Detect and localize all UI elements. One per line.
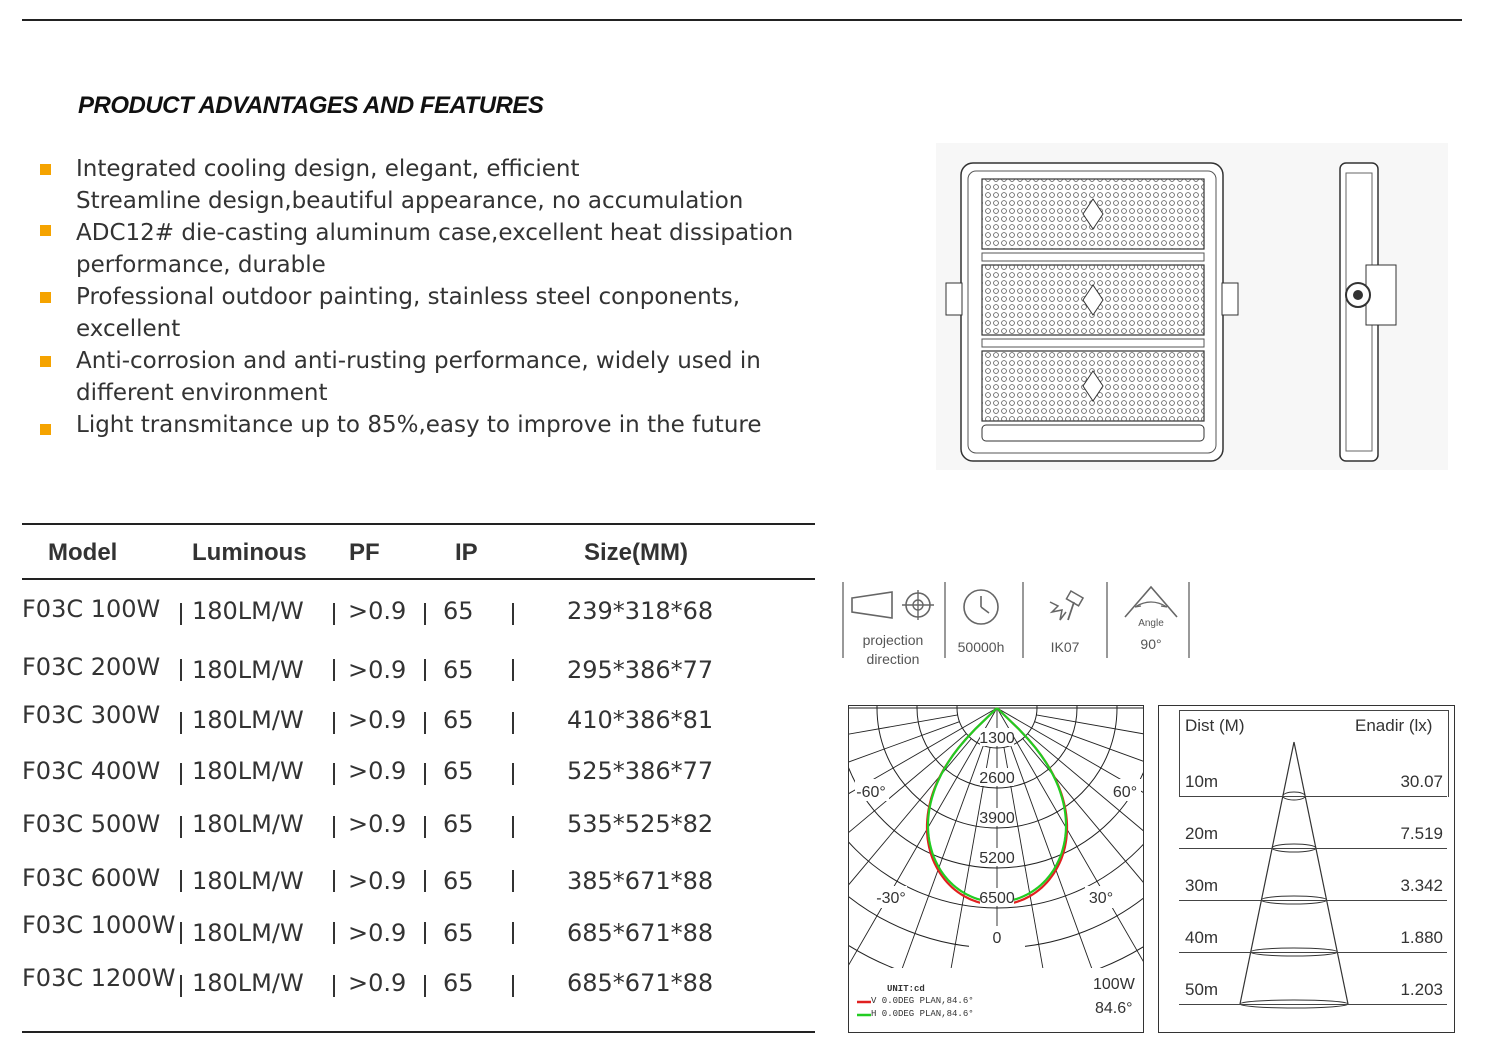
cell-model: F03C 500W — [22, 810, 161, 838]
led-module — [982, 265, 1204, 335]
column-separator — [512, 975, 514, 997]
distance-value: 40m — [1185, 928, 1219, 947]
cell-luminous: 180LM/W — [192, 597, 304, 625]
led-module — [982, 179, 1204, 249]
column-separator — [180, 870, 182, 892]
feature-item: Anti-corrosion and anti-rusting performance, widely used in different environment — [76, 348, 761, 406]
col-header-ip: IP — [455, 539, 478, 566]
power-label: 100W — [1093, 976, 1135, 993]
col-header-model: Model — [48, 539, 118, 566]
column-separator — [424, 922, 426, 944]
legend-v: V 0.0DEG PLAN,84.6° — [871, 996, 974, 1006]
column-separator — [333, 712, 335, 734]
polar-spoke — [1023, 739, 1144, 969]
floodlight-front-side-view — [936, 143, 1448, 470]
cell-model: F03C 1200W — [22, 964, 176, 992]
table-bottom-rule — [22, 1031, 815, 1033]
cell-luminous: 180LM/W — [192, 706, 304, 734]
column-separator — [424, 659, 426, 681]
product-drawing — [936, 143, 1448, 470]
cell-model: F03C 200W — [22, 653, 161, 681]
column-separator — [424, 712, 426, 734]
feature-item: Light transmitance up to 85%,easy to improve in the future — [76, 412, 762, 438]
icon-divider — [1022, 582, 1024, 658]
led-module — [982, 351, 1204, 421]
feature-item: Integrated cooling design, elegant, efficient Streamline design,beautiful appearance, no accumulation — [76, 156, 744, 214]
top-divider — [22, 19, 1462, 21]
column-separator — [180, 763, 182, 785]
cell-ip: 65 — [443, 757, 474, 785]
cell-ip: 65 — [443, 867, 474, 895]
feature-item: Professional outdoor painting, stainless steel conponents, excellent — [76, 284, 741, 342]
bullet-icon — [40, 424, 51, 435]
cell-size: 685*671*88 — [567, 919, 714, 947]
icon-divider — [1106, 582, 1108, 658]
column-separator — [180, 816, 182, 838]
angle-label-pos60: 60° — [1112, 784, 1138, 801]
col-header-luminous: Luminous — [192, 539, 307, 566]
column-separator — [333, 870, 335, 892]
column-separator — [424, 816, 426, 838]
column-separator — [333, 816, 335, 838]
cell-ip: 65 — [443, 656, 474, 684]
ring-label: 2600 — [979, 770, 1015, 787]
cell-luminous: 180LM/W — [192, 919, 304, 947]
angle-label-neg60: -60° — [856, 784, 886, 801]
projection-label: projection direction — [862, 632, 924, 667]
dist-header: Dist (M) — [1185, 716, 1245, 735]
column-separator — [333, 975, 335, 997]
column-separator — [512, 870, 514, 892]
polar-distribution-chart — [848, 705, 1144, 1033]
distance-value: 20m — [1185, 824, 1219, 843]
column-separator — [512, 763, 514, 785]
column-separator — [180, 659, 182, 681]
column-separator — [424, 603, 426, 625]
cell-model: F03C 100W — [22, 595, 161, 623]
col-header-pf: PF — [349, 539, 380, 566]
cell-model: F03C 300W — [22, 701, 161, 729]
section-title: PRODUCT ADVANTAGES AND FEATURES — [78, 92, 544, 119]
illuminance-row — [1179, 974, 1447, 1005]
lux-value: 1.880 — [1400, 928, 1443, 947]
unit-label: UNIT:cd — [887, 984, 925, 994]
lux-header: Enadir (lx) — [1355, 716, 1433, 735]
cell-pf: >0.9 — [348, 597, 407, 625]
lifetime-label: 50000h — [957, 639, 1005, 655]
cell-luminous: 180LM/W — [192, 810, 304, 838]
cell-size: 385*671*88 — [567, 867, 714, 895]
cell-ip: 65 — [443, 919, 474, 947]
column-separator — [333, 659, 335, 681]
angle-label-zero: 0 — [992, 930, 1002, 947]
column-separator — [512, 816, 514, 838]
distance-value: 50m — [1185, 980, 1219, 999]
distance-value: 10m — [1185, 772, 1219, 791]
illuminance-chart — [1158, 705, 1455, 1033]
cell-luminous: 180LM/W — [192, 757, 304, 785]
angle-value: 90° — [1140, 636, 1162, 652]
projection-direction-icon — [848, 588, 938, 628]
polar-spoke — [849, 715, 958, 767]
cell-luminous: 180LM/W — [192, 867, 304, 895]
illuminance-row — [1179, 766, 1447, 797]
icon-divider — [1188, 582, 1190, 658]
illuminance-row — [1179, 922, 1447, 953]
illuminance-row — [1179, 870, 1447, 901]
cell-pf: >0.9 — [348, 969, 407, 997]
column-separator — [512, 659, 514, 681]
feature-item: ADC12# die-casting aluminum case,excellent heat dissipation performance, durable — [76, 220, 794, 278]
cell-model: F03C 400W — [22, 757, 161, 785]
column-separator — [180, 712, 182, 734]
angle-label-neg30: -30° — [876, 890, 906, 907]
lux-value: 7.519 — [1400, 824, 1443, 843]
column-separator — [424, 975, 426, 997]
angle-word: Angle — [1138, 618, 1164, 629]
ring-label: 5200 — [979, 850, 1015, 867]
cell-ip: 65 — [443, 810, 474, 838]
column-separator — [333, 922, 335, 944]
cell-size: 535*525*82 — [567, 810, 714, 838]
column-separator — [333, 763, 335, 785]
column-separator — [512, 712, 514, 734]
column-separator — [180, 975, 182, 997]
cell-luminous: 180LM/W — [192, 969, 304, 997]
legend-h: H 0.0DEG PLAN,84.6° — [871, 1009, 974, 1019]
polar-spoke — [1036, 715, 1144, 767]
lux-value: 3.342 — [1400, 876, 1443, 895]
cell-pf: >0.9 — [348, 810, 407, 838]
cell-size: 410*386*81 — [567, 706, 714, 734]
bullet-icon — [40, 164, 51, 175]
cell-ip: 65 — [443, 706, 474, 734]
column-separator — [424, 763, 426, 785]
impact-label: IK07 — [1050, 639, 1080, 655]
cell-pf: >0.9 — [348, 706, 407, 734]
polar-spoke — [849, 739, 971, 969]
illuminance-row — [1179, 818, 1447, 849]
icon-divider — [944, 582, 946, 658]
column-separator — [180, 603, 182, 625]
column-separator — [180, 922, 182, 944]
column-separator — [424, 870, 426, 892]
cell-ip: 65 — [443, 969, 474, 997]
table-top-rule — [22, 523, 815, 525]
lux-value: 1.203 — [1400, 980, 1443, 999]
cell-size: 525*386*77 — [567, 757, 714, 785]
cell-ip: 65 — [443, 597, 474, 625]
ring-label: 1300 — [979, 730, 1015, 747]
lux-value: 30.07 — [1400, 772, 1443, 791]
col-header-size: Size(MM) — [584, 539, 688, 566]
table-header-rule — [22, 578, 815, 580]
cell-pf: >0.9 — [348, 656, 407, 684]
cell-pf: >0.9 — [348, 867, 407, 895]
cell-size: 685*671*88 — [567, 969, 714, 997]
column-separator — [333, 603, 335, 625]
impact-hammer-icon — [1044, 588, 1088, 628]
bullet-icon — [40, 356, 51, 367]
ring-label: 3900 — [979, 810, 1015, 827]
beam-angle-label: 84.6° — [1095, 1000, 1133, 1017]
cell-model: F03C 1000W — [22, 911, 176, 939]
cell-model: F03C 600W — [22, 864, 161, 892]
bullet-icon — [40, 292, 51, 303]
cell-luminous: 180LM/W — [192, 656, 304, 684]
column-separator — [512, 922, 514, 944]
icon-divider — [842, 582, 844, 658]
cell-size: 239*318*68 — [567, 597, 714, 625]
column-separator — [512, 603, 514, 625]
cell-pf: >0.9 — [348, 919, 407, 947]
distance-value: 30m — [1185, 876, 1219, 895]
angle-label-pos30: 30° — [1088, 890, 1114, 907]
cell-pf: >0.9 — [348, 757, 407, 785]
clock-icon — [961, 587, 1001, 627]
ring-label: 6500 — [979, 890, 1015, 907]
bullet-icon — [40, 225, 51, 236]
cell-size: 295*386*77 — [567, 656, 714, 684]
